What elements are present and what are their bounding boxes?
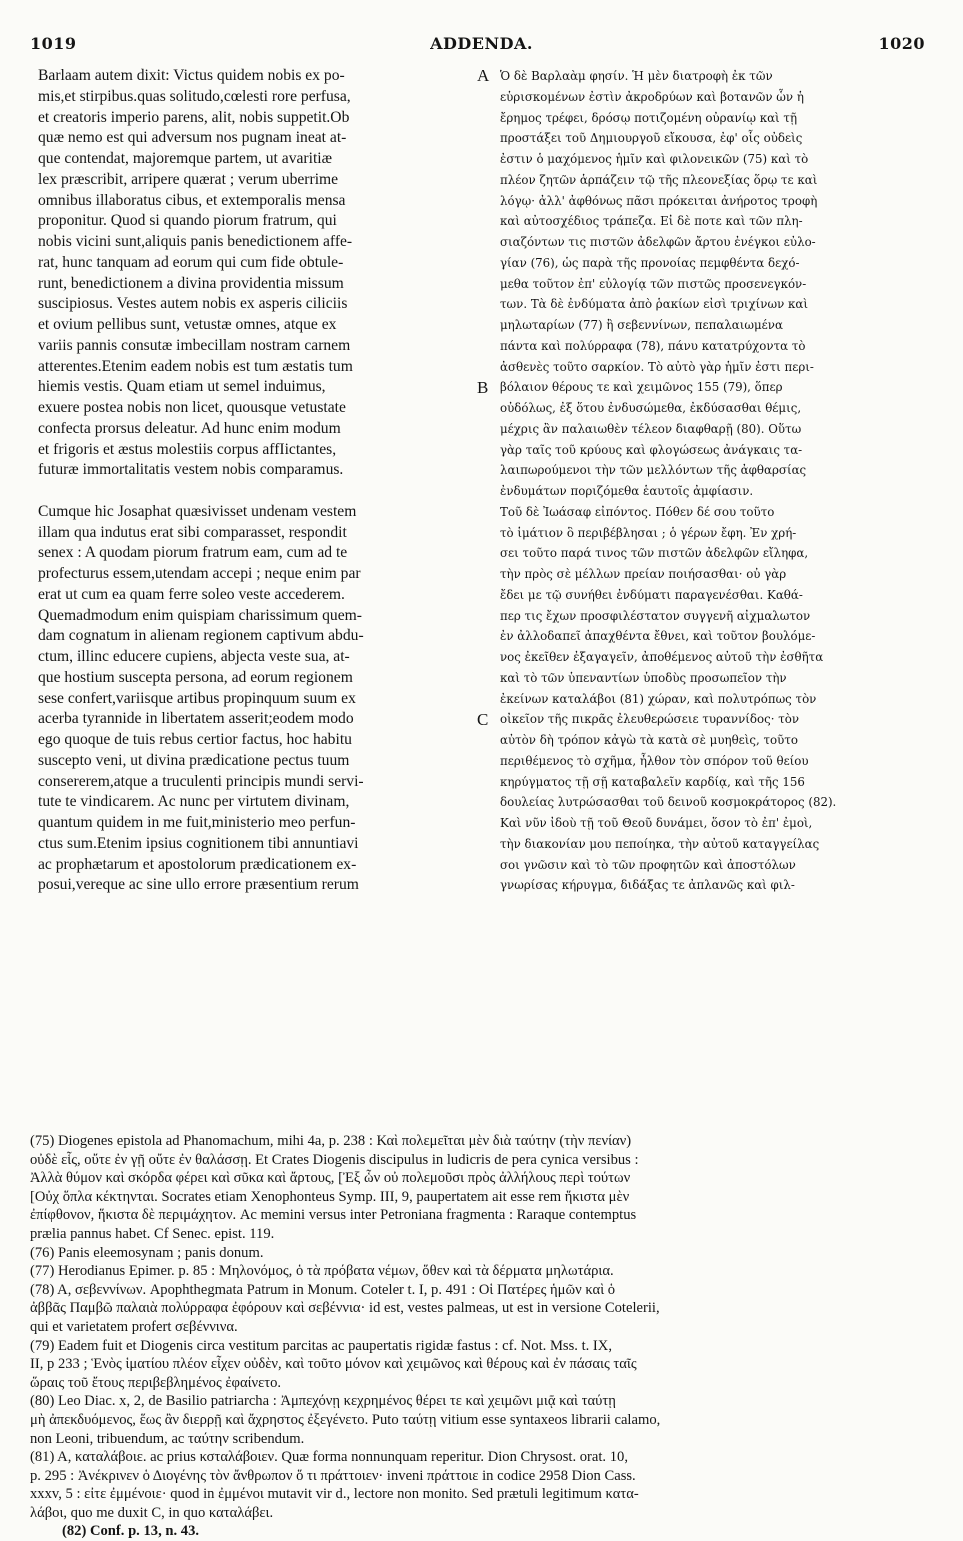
latin-text-line bbox=[38, 481, 470, 502]
latin-text-line: proponitur. Quod si quando piorum fratrum, qui bbox=[38, 212, 337, 230]
greek-text-line: σοι γνῶσιν καὶ τὸ τῶν προφητῶν καὶ ἀποστόλων bbox=[500, 857, 796, 872]
latin-text-line: profecturus essem,utendam accepi ; neque enim par bbox=[38, 565, 361, 582]
latin-column bbox=[38, 66, 470, 896]
footnote-line: prælia pannus habet. Cf Senec. epist. 119. bbox=[30, 1225, 275, 1242]
latin-text-line: ego quoque de tuis rebus certior factus, hoc habitu bbox=[38, 731, 352, 748]
greek-text-line: οὐδόλως, ἐξ ὅτου ἐνδυσώμεθα, ἐκδύσασθαι θέμις, bbox=[500, 401, 802, 415]
greek-text-line: Τοῦ δὲ Ἰωάσαφ εἰπόντος. Πόθεν δέ σου τοῦτο bbox=[500, 504, 775, 519]
latin-text-line: que contendat, majoremque partem, ut avaritiæ bbox=[38, 150, 333, 167]
footnote-line: (75) Diogenes epistola ad Phanomachum, mihi 4a, p. 238 : Καὶ πολεμεῖται μὲν διὰ ταύτην (τὴν πενίαν) bbox=[30, 1133, 632, 1149]
greek-text-line: Καὶ νῦν ἰδοὺ τῇ τοῦ Θεοῦ δυνάμει, ὅσον τὸ ἐπ' ἐμοὶ, bbox=[500, 816, 813, 830]
greek-text-line: Ὁ δὲ Βαρλαὰμ φησίν. Ἡ μὲν διατροφὴ ἐκ τῶν bbox=[500, 69, 773, 83]
latin-text-line: senex : A quodam piorum fratrum eam, cum ad te bbox=[38, 544, 348, 562]
greek-text-line: σιαζόντων τις πιστῶν ἀδελφῶν ἄρτου ἐνέγκοι εὐλο- bbox=[500, 235, 816, 249]
latin-text-line: rat, hunc tanquam ad eorum qui cum fide obtule- bbox=[38, 253, 344, 271]
greek-text-line: περιθέμενος τὸ σχῆμα, ἦλθον τὸν σπόρον τοῦ θείου bbox=[500, 753, 809, 768]
latin-text-line: suscepto veni, ut divina prædicatione pectus tuum bbox=[38, 751, 350, 769]
footnote-line: οὐδὲ εἷς, οὔτε ἐν γῇ οὔτε ἐν θαλάσσῃ. Et Crates Diogenis discipulus in ludicris de pera cynica versibus : bbox=[30, 1151, 639, 1168]
greek-text-line: καὶ αὐτοσχέδιος τράπεζα. Εἰ δὲ ποτε καὶ τῶν πλη- bbox=[500, 214, 803, 229]
running-title: ADDENDA. bbox=[430, 34, 533, 53]
latin-text-line: que hostium suscepta persona, ad eorum regionem bbox=[38, 668, 353, 686]
footnotes bbox=[30, 1132, 935, 1541]
footnote-line: (80) Leo Diac. x, 2, de Basilio patriarcha : Ἀμπεχόνῃ κεχρημένος θέρει τε καὶ χειμῶνι μιᾷ καὶ ταύτῃ bbox=[30, 1393, 616, 1410]
section-marker-a: A bbox=[477, 66, 490, 85]
latin-text-line: Cumque hic Josaphat quæsivisset undenam vestem bbox=[38, 502, 357, 520]
latin-text-line: consererem,atque a truculenti principis mundi servi- bbox=[38, 772, 364, 790]
footnote-line: (82) Conf. p. 13, n. 43. bbox=[62, 1523, 200, 1540]
latin-text-line: dam cognatum in alienam regionem captivum abdu- bbox=[38, 627, 364, 645]
section-marker-c: C bbox=[477, 710, 489, 729]
greek-text-line: μηλωταρίων (77) ἢ σεβεννίνων, πεπαλαιωμένα bbox=[500, 318, 783, 332]
footnote-line: (79) Eadem fuit et Diogenis circa vestitum parcitas ac paupertatis rigidæ fastus : cf. Not. Mss. t. IX, bbox=[30, 1337, 612, 1354]
latin-text-line: quantum quidem in me fuit,ministerio meo perfun- bbox=[38, 814, 356, 831]
greek-text-line: κηρύγματος τῇ σῇ καταβαλεῖν καρδίᾳ, καὶ τῆς 156 bbox=[500, 774, 805, 789]
greek-text-line: μεθα τοῦτον ἐπ' εὐλογίᾳ τῶν πιστῶς προσενεγκόν- bbox=[500, 276, 807, 291]
section-marker-b: B bbox=[477, 378, 489, 397]
latin-text-line: variis pannis consutæ imbecillam nostram carnem bbox=[38, 336, 351, 354]
latin-text-line: hiemis vestis. Quam etiam ut semel induimus, bbox=[38, 378, 326, 396]
latin-text-line: omnibus illaboratus cibus, et extemporalis mensa bbox=[38, 191, 346, 209]
greek-text-line: ἀσθενὲς τοῦτο σαρκίον. Τὸ αὐτὸ γὰρ ἡμῖν ἐστι περι- bbox=[500, 359, 814, 374]
latin-text-line: Quemadmodum enim quispiam charissimum quem- bbox=[38, 606, 362, 624]
footnote-line: (81) A, καταλάβοιε. ac prius κσταλάβοιεν. Quæ forma nonnunquam reperitur. Dion Chrysost. orat. 10, bbox=[30, 1449, 628, 1466]
latin-text-line: suscipiosus. Vestes autem nobis ex asperis ciliciis bbox=[38, 295, 348, 313]
latin-text-line: posui,vereque ac sine ullo errore præsentium rerum bbox=[38, 876, 359, 894]
latin-text-line: et ovium pellibus sunt, vetustæ omnes, atque ex bbox=[38, 316, 337, 333]
latin-text-line: confecta prorsus deleatur. Ad hunc enim modum bbox=[38, 419, 341, 437]
greek-text-line: ἔρημος τρέφει, δρόσῳ ποτιζομένη οὐρανίῳ καὶ τῇ bbox=[500, 110, 798, 125]
latin-text-line: Barlaam autem dixit: Victus quidem nobis ex po- bbox=[38, 67, 345, 84]
greek-text-line: ἐνδυμάτων ποριζόμεθα ἑαυτοῖς ἀμφίασιν. bbox=[500, 484, 754, 498]
footnote-line: ἀββᾶς Παμβῶ παλαιὰ πολύρραφα ἐφόρουν καὶ σεβέννια· id est, vestes palmeas, ut est in versione Cotelerii, bbox=[30, 1300, 660, 1317]
greek-text-line: τὸ ἱμάτιον ὃ περιβέβλησαι ; ὁ γέρων ἔφη. Ἐν χρή- bbox=[500, 525, 797, 540]
latin-text-line: quæ nemo est qui adversum nos pugnam ineat at- bbox=[38, 129, 347, 147]
greek-text-line: πάντα καὶ πολύρραφα (78), πάνυ κατατρύχοντα τὸ bbox=[500, 338, 806, 353]
footnote-line: non Leoni, tribuendum, ac ταύτην scribendum. bbox=[30, 1430, 305, 1447]
latin-text-line: et creatoris imperio parens, alit, nobis suppetit.Ob bbox=[38, 108, 350, 126]
latin-text-line: acerba tyrannide in libertatem asserit;eodem modo bbox=[38, 710, 354, 728]
greek-text-line: εὑρισκομένων ἐστὶν ἀκροδρύων καὶ βοτανῶν ὧν ἡ bbox=[500, 89, 804, 104]
latin-text-line: nobis vicini sunt,aliquis panis benedictionem affe- bbox=[38, 233, 353, 250]
greek-text-line: λόγῳ· ἀλλ' ἀφθόνως πᾶσι πρόκειται ἀνήροτος τροφὴ bbox=[500, 193, 818, 208]
greek-text-line: ἐστιν ὁ μαχόμενος ἡμῖν καὶ φιλονεικῶν (75) καὶ τὸ bbox=[500, 152, 809, 166]
greek-text-line: οἰκεῖον τῆς πικρᾶς ἐλευθερώσειε τυραννίδος· τὸν bbox=[500, 712, 800, 727]
latin-text-line: atterentes.Etenim eadem nobis est tum æstatis tum bbox=[38, 357, 353, 375]
greek-text-line: πλέον ζητῶν ἁρπάζειν τῷ τῆς πλεονεξίας ὅρῳ τε καὶ bbox=[500, 172, 818, 187]
footnote-line: qui et varietatem profert σεβέννινα. bbox=[30, 1318, 238, 1335]
greek-text-line: γνωρίσας κήρυγμα, διδάξας τε ἀπλανῶς καὶ φιλ- bbox=[500, 878, 795, 893]
latin-text-line: illam qua indutus erat sibi comparasset, respondit bbox=[38, 523, 347, 541]
latin-text-line: et frigoris et æstus molestiis corpus affIictantes, bbox=[38, 440, 337, 458]
latin-text-line: tute te vindicarem. Ac nunc per virtutem divinam, bbox=[38, 793, 350, 811]
greek-text-line: τὴν διακονίαν μου πεποίηκα, τὴν αὐτοῦ καταγγείλας bbox=[500, 836, 820, 851]
latin-text-line: lex præscribit, arripere quærat ; verum uberrime bbox=[38, 170, 339, 188]
greek-text-line: προστάξει τοῦ Δημιουργοῦ εἴκουσα, ἐφ' οἷς οὐδεὶς bbox=[500, 131, 803, 146]
greek-text-line: λαιπωρούμενοι τὴν τῶν μελλόντων τῆς ἀφθαρσίας bbox=[500, 463, 807, 478]
latin-text-line: ctus sum.Etenim ipsius cognitionem tibi annuntiavi bbox=[38, 834, 359, 852]
footnote-line: xxxv, 5 : εἰτε ἐμμένοιε· quod in ἐμμένοι mutavit vir d., lectore non monito. Sed prætuli legitimum κατα- bbox=[30, 1486, 639, 1503]
greek-text-line: νος ἐκεῖθεν ἐξαγαγεῖν, ἀποθέμενος αὐτοῦ τὴν ἐσθῆτα bbox=[500, 650, 824, 664]
greek-text-line: μέχρις ἂν παλαιωθὲν τέλεον διαφθαρῇ (80). Οὕτω bbox=[500, 421, 802, 436]
left-page-number: 1019 bbox=[30, 34, 77, 53]
greek-text-line: ἔδει με τῷ συνήθει ἐνδύματι παραγενέσθαι. Καθά- bbox=[500, 587, 803, 602]
latin-text-line: ctum, illinc educere cupiens, abjecta veste sua, at- bbox=[38, 648, 350, 665]
footnote-line: [Οὐχ ὅπλα κέκτηνται. Socrates etiam Xenophonteus Symp. III, 9, paupertatem ait esse rem ἥκιστα μὲν bbox=[30, 1188, 630, 1205]
latin-text-line: erat ut cum ea quam ferre soleo veste accederem. bbox=[38, 585, 345, 603]
footnote-line: Ἀλλὰ θύμον καὶ σκόρδα φέρει καὶ σῦκα καὶ ἄρτους, [Ἐξ ὧν οὐ πολεμοῦσι πρὸς ἀλλήλους περὶ τούτων bbox=[30, 1170, 631, 1187]
latin-text-line: ac prophætarum et apostolorum prædicationem ex- bbox=[38, 855, 357, 873]
right-page-number: 1020 bbox=[878, 34, 925, 53]
greek-text-line: σει τοῦτο παρά τινος τῶν πιστῶν ἀδελφῶν εἴληφα, bbox=[500, 546, 809, 561]
footnote-line: ὥραις τοῦ ἔτους περιβεβλημένος ἐφαίνετο. bbox=[30, 1374, 282, 1391]
greek-text-line: δουλείας λυτρώσασθαι τοῦ δεινοῦ κοσμοκράτορος (82). bbox=[500, 795, 837, 810]
footnote-line: (76) Panis eleemosynam ; panis donum. bbox=[30, 1244, 264, 1261]
latin-text-line: sese confert,variisque artibus propinquum suum ex bbox=[38, 689, 356, 707]
latin-text-line: mis,et stirpibus.quas solitudo,cœlesti rore perfusa, bbox=[38, 87, 351, 105]
footnote-line: (78) A, σεβεννίνων. Apophthegmata Patrum in Monum. Coteler t. I, p. 491 : Οἱ Πατέρες ἡμῶν καὶ ὁ bbox=[30, 1281, 616, 1298]
greek-text-line: περ τις ἔχων προσφιλέστατον συγγενῆ αἰχμαλωτον bbox=[500, 608, 811, 623]
footnote-line: p. 295 : Ἀνέκρινεν ὁ Διογένης τὸν ἄνθρωπον ὅ τι πράττοιεν· inveni πράττοιε in codice 2958 Dion Cass. bbox=[30, 1467, 636, 1484]
greek-text-line: ἐκείνων καταλάβοι (81) χώραν, καὶ πολυτρόπως τὸν bbox=[500, 691, 817, 706]
greek-text-line: αὐτὸν δὴ τρόπον κἀγὼ τὰ κατὰ σὲ μυηθεὶς, τοῦτο bbox=[500, 733, 798, 747]
footnote-line: ἐπίφθονον, ἥκιστα δὲ περιμάχητον. Ac memini versus inter Petroniana fragmenta : Raraque contemptus bbox=[30, 1207, 637, 1224]
greek-text-line: καὶ τὸ τῶν ὑπεναντίων ὑποδὺς προσωπεῖον τὴν bbox=[500, 670, 787, 685]
greek-text-line: γίαν (76), ὡς παρὰ τῆς προνοίας πεμφθέντα δεχό- bbox=[500, 255, 800, 270]
latin-text-line: runt, benedictionem a divina providentia missum bbox=[38, 274, 344, 292]
footnote-line: II, p 233 ; Ἑνὸς ἱματίου πλέον εἶχεν οὐδὲν, καὶ τοῦτο μόνον καὶ χειμῶνος καὶ θέρους καὶ ἐν πάσαις ταῖς bbox=[30, 1356, 637, 1373]
footnote-line: (77) Herodianus Epimer. p. 85 : Μηλονόμος, ὁ τὰ πρόβατα νέμων, ὅθεν καὶ τὰ δέρματα μηλωτάρια. bbox=[30, 1263, 614, 1280]
latin-text-line: exuere postea nobis non licet, quousque vetustate bbox=[38, 399, 346, 416]
greek-text-line: ἐν ἀλλοδαπεῖ ἀπαχθέντα ἔθνει, καὶ τοῦτον βουλόμε- bbox=[500, 629, 816, 644]
greek-text-line: βόλαιον θέρους τε καὶ χειμῶνος 155 (79), ὅπερ bbox=[500, 380, 783, 395]
greek-text-line: των. Τὰ δὲ ἐνδύματα ἀπὸ ῥακίων εἰσὶ τριχίνων καὶ bbox=[500, 297, 808, 312]
greek-text-line: γὰρ ταῖς τοῦ κρύους καὶ φλογώσεως ἀνάγκαις τα- bbox=[500, 442, 803, 457]
greek-column bbox=[500, 66, 928, 896]
footnote-line: λάβοι, quo me duxit C, in quo καταλάβει. bbox=[30, 1504, 274, 1521]
latin-text-line: futuræ immortalitatis vestem nobis comparamus. bbox=[38, 461, 344, 479]
greek-text-line: τὴν πρὸς σὲ μέλλων πρείαν ποιήσασθαι· οὐ γὰρ bbox=[500, 567, 787, 581]
footnote-line: μὴ ἀπεκδυόμενος, ἕως ἂν διερρῇ καὶ ἄχρηστος ἐξεγένετο. Puto ταύτῃ vitium esse syntaxeos librarii calamo, bbox=[30, 1411, 661, 1428]
